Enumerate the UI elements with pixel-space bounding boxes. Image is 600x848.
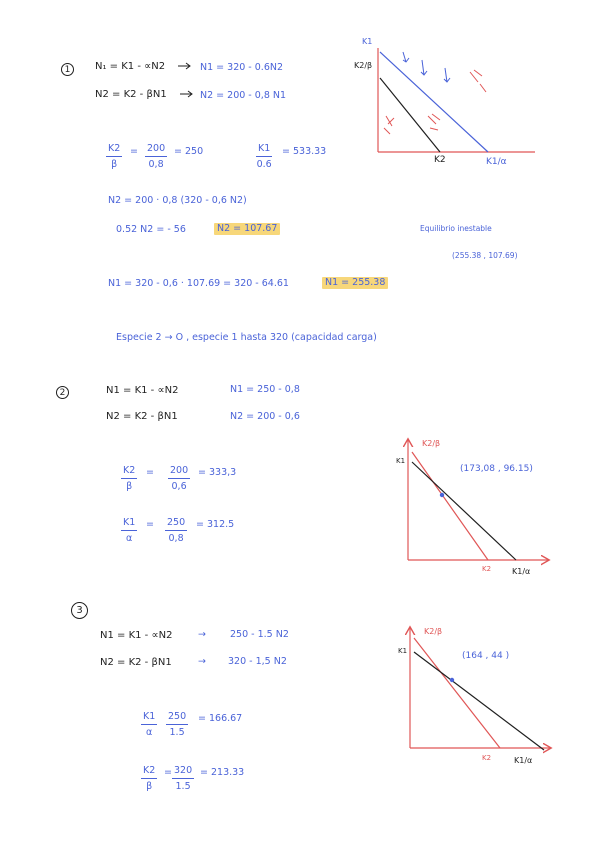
p1-fraction-200-08 (145, 144, 167, 169)
p1-frac2-den: 0,8 (148, 158, 164, 170)
graph-3-black-isocline (414, 652, 544, 750)
p2-result-1: N1 = 250 - 0,8 (230, 384, 300, 395)
g1-label-k2-beta: K2/β (354, 61, 373, 70)
p2-fraction-250-08 (165, 518, 187, 543)
p3-result-1: 250 - 1.5 N2 (230, 629, 289, 640)
p2-fraction-k1-alpha (121, 518, 137, 543)
p3-arrow-1: → (198, 629, 206, 640)
p3-result-2: 320 - 1,5 N2 (228, 656, 287, 667)
p1-frac1-num: K2 (106, 144, 122, 157)
p1-equation-2: N2 = K2 - βN1 (95, 89, 167, 100)
p1-arrow-2 (180, 91, 192, 97)
p3-fraction-k1-alpha (141, 712, 157, 737)
p1-equation-1: N₁ = K1 - ∝N2 (95, 61, 166, 72)
p1-substitution-2: 0.52 N2 = - 56 (116, 224, 186, 235)
p3-frac2-den: 1.5 (169, 726, 185, 738)
graph-1-blue-arrows (403, 52, 450, 82)
p1-result-k2-beta: = 250 (174, 146, 204, 157)
p1-frac1-den: β (111, 158, 118, 170)
p2-equilibrium-point-label: (173,08 , 96.15) (460, 464, 533, 474)
p3-frac3-den: β (146, 780, 153, 792)
g1-label-k2: K2 (434, 155, 446, 165)
p2-equation-1: N1 = K1 - ∝N2 (106, 385, 179, 396)
graph-2 (408, 440, 548, 560)
graph-1-blue-isocline (380, 52, 488, 152)
graph-1-black-isocline (380, 78, 440, 152)
p2-fraction-k2-beta (121, 466, 137, 491)
p1-note-unstable: Equilibrio inestable (420, 224, 492, 233)
problem-3-number (71, 602, 88, 619)
p1-highlight-n2: N2 = 107.67 (214, 223, 280, 235)
p1-fraction-k1-alpha (256, 144, 272, 169)
p2-frac1-num: K2 (121, 466, 137, 479)
g2-label-k2: K2 (482, 565, 492, 573)
p1-result-k1-alpha: = 533.33 (282, 146, 327, 157)
p1-fraction-k2-beta (106, 144, 122, 169)
p2-result-2: N2 = 200 - 0,6 (230, 411, 300, 422)
p3-result-k1-alpha: = 166.67 (198, 713, 243, 724)
p3-fraction-250-15 (166, 712, 188, 737)
graph-3 (410, 628, 550, 750)
p2-frac2-den: 0,6 (171, 480, 187, 492)
p3-equation-1: N1 = K1 - ∝N2 (100, 630, 173, 641)
problem-2-number (56, 386, 69, 399)
p1-substitution-3: N1 = 320 - 0,6 · 107.69 = 320 - 64.61 (108, 278, 289, 289)
p1-result-1: N1 = 320 - 0.6N2 (200, 62, 284, 73)
g2-label-k2-beta: K2/β (422, 439, 441, 448)
p2-frac4-num: 250 (165, 518, 187, 531)
p3-fraction-k2-beta (141, 766, 157, 791)
p3-arrow-2: → (198, 656, 206, 667)
p3-result-k2-beta: = 213.33 (200, 767, 245, 778)
p3-frac3-num: K2 (141, 766, 157, 779)
g3-label-k1-alpha: K1/α (514, 756, 533, 765)
g1-label-k1: K1 (362, 37, 373, 46)
p1-frac3-den: 0.6 (256, 158, 272, 170)
p2-fraction-200-06 (168, 466, 190, 491)
g3-label-k1: K1 (398, 647, 408, 655)
p3-frac4-den: 1.5 (175, 780, 191, 792)
problem-1-number (61, 63, 74, 76)
g3-label-k2-beta: K2/β (424, 627, 443, 636)
p2-result-k2-beta: = 333,3 (198, 467, 237, 478)
p2-frac1-den: β (126, 480, 133, 492)
p1-frac3-num: K1 (256, 144, 272, 157)
g2-label-k1: K1 (396, 457, 406, 465)
graph-2-black-isocline (412, 462, 516, 560)
p2-equals-1: = (146, 467, 154, 478)
g3-label-k2: K2 (482, 754, 492, 762)
p3-frac4-num: 320 (172, 766, 194, 779)
p2-equation-2: N2 = K2 - βN1 (106, 411, 178, 422)
graph-2-equilibrium-point (440, 493, 444, 497)
p2-result-k1-alpha: = 312.5 (196, 519, 235, 530)
p2-frac3-den: α (126, 532, 133, 544)
p1-highlight-n1: N1 = 255.38 (322, 277, 388, 289)
p3-equilibrium-point-label: (164 , 44 ) (462, 651, 510, 661)
p2-equals-2: = (146, 519, 154, 530)
p1-conclusion: Especie 2 → O , especie 1 hasta 320 (capacidad carga) (116, 332, 377, 343)
p3-frac1-den: α (146, 726, 153, 738)
problem-3-number-text: 3 (76, 605, 83, 616)
p1-result-2: N2 = 200 - 0,8 N1 (200, 90, 287, 101)
p3-equals-2: = (164, 767, 172, 778)
p2-frac3-num: K1 (121, 518, 137, 531)
g1-label-k1-alpha: K1/α (486, 157, 507, 167)
p1-equals-1: = (130, 146, 138, 157)
p3-equation-2: N2 = K2 - βN1 (100, 657, 172, 668)
graph-3-equilibrium-point (450, 678, 454, 682)
p1-equilibrium-point-label: (255.38 , 107.69) (452, 251, 518, 260)
p3-fraction-320-15 (172, 766, 194, 791)
g2-label-k1-alpha: K1/α (512, 567, 531, 576)
p1-substitution-1: N2 = 200 · 0,8 (320 - 0,6 N2) (108, 195, 247, 206)
problem-2-number-text: 2 (59, 387, 66, 398)
graph-1 (378, 48, 535, 152)
p2-frac2-num: 200 (168, 466, 190, 479)
problem-1-number-text: 1 (64, 64, 71, 75)
p3-frac2-num: 250 (166, 712, 188, 725)
p1-arrow-1 (178, 63, 190, 69)
p3-frac1-num: K1 (141, 712, 157, 725)
p2-frac4-den: 0,8 (168, 532, 184, 544)
p1-frac2-num: 200 (145, 144, 167, 157)
